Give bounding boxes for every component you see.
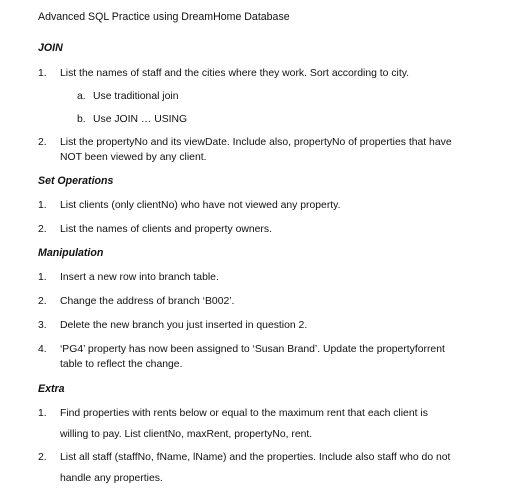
item-text: List all staff (staffNo, fName, lName) and the properties. Include also staff who do not [60,452,451,463]
item-text: List clients (only clientNo) who have not viewed any property. [60,200,341,211]
extra-item-1-continuation: willing to pay. List clientNo, maxRent, propertyNo, rent. [60,429,313,440]
item-text: Insert a new row into branch table. [60,272,219,283]
section-heading-join: JOIN [38,42,63,54]
manipulation-item-4-continuation: table to reflect the change. [60,359,183,370]
section-heading-set-operations: Set Operations [38,175,114,187]
item-number: 1. [38,272,47,283]
item-text: Find properties with rents below or equal to the maximum rent that each client is [60,408,428,419]
item-text: List the names of clients and property owners. [60,224,272,235]
section-heading-extra: Extra [38,383,65,395]
subitem-text: Use JOIN … USING [93,114,188,125]
item-text: List the propertyNo and its viewDate. Include also, propertyNo of properties that have [60,137,452,148]
item-number: 2. [38,224,47,235]
item-number: 1. [38,408,47,419]
item-number: 2. [38,296,47,307]
subitem-letter: a. [77,91,86,102]
item-number: 1. [38,200,47,211]
item-text: Delete the new branch you just inserted in question 2. [60,320,308,331]
item-text: ‘PG4’ property has now been assigned to ‘Susan Brand’. Update the propertyforrent [60,344,445,355]
subitem-letter: b. [77,114,86,125]
item-number: 2. [38,137,47,148]
item-number: 2. [38,452,47,463]
section-heading-manipulation: Manipulation [38,247,104,259]
extra-item-2-continuation: handle any properties. [60,473,163,484]
item-number: 4. [38,344,47,355]
document-title: Advanced SQL Practice using DreamHome Database [38,11,290,23]
item-text: List the names of staff and the cities where they work. Sort according to city. [60,68,410,79]
subitem-text: Use traditional join [93,91,179,102]
item-text: Change the address of branch ‘B002’. [60,296,235,307]
item-number: 3. [38,320,47,331]
item-number: 1. [38,68,47,79]
join-item-2-continuation: NOT been viewed by any client. [60,152,207,163]
